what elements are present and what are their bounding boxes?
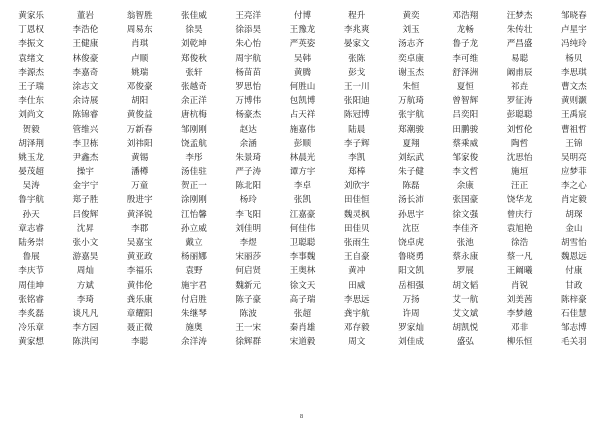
name-cell: 黄锡 bbox=[131, 152, 149, 163]
name-cell: 严昌盛 bbox=[506, 39, 533, 50]
name-cell: 曾庆行 bbox=[506, 209, 533, 220]
name-cell: 宋道毅 bbox=[289, 337, 316, 348]
name-cell: 谈凡凡 bbox=[72, 308, 99, 319]
name-cell: 徐添昊 bbox=[235, 25, 262, 36]
name-cell: 陈北阳 bbox=[235, 181, 262, 192]
name-cell: 张池 bbox=[456, 238, 474, 248]
name-cell: 李之心 bbox=[560, 181, 587, 192]
name-cell: 李卫栋 bbox=[72, 138, 99, 149]
name-cell: 秦肖雄 bbox=[289, 323, 316, 334]
name-cell: 占天祥 bbox=[289, 110, 316, 121]
name-cell: 王亮洋 bbox=[235, 11, 262, 21]
name-cell: 陈磊 bbox=[402, 181, 420, 192]
name-cell: 鲁晓勇 bbox=[398, 252, 424, 263]
name-cell: 施奥 bbox=[185, 323, 203, 334]
name-cell: 潘樽 bbox=[131, 167, 149, 178]
name-cell: 王奥林 bbox=[289, 266, 316, 277]
name-cell: 王一川 bbox=[343, 81, 370, 92]
name-cell: 贺正一 bbox=[181, 181, 207, 192]
name-cell: 吴涛 bbox=[22, 181, 40, 192]
name-cell: 黄奕 bbox=[402, 11, 420, 21]
name-cell: 刘尚文 bbox=[18, 110, 45, 121]
name-cell: 徐昊 bbox=[185, 25, 203, 36]
name-cell: 袁绪文 bbox=[18, 53, 45, 64]
name-cell: 陈子豪 bbox=[235, 294, 262, 305]
name-cell: 彭顺 bbox=[293, 138, 312, 149]
name-cell: 李嘉奇 bbox=[72, 67, 99, 78]
name-cell: 刘玉 bbox=[402, 25, 420, 36]
name-cell: 刘祎阳 bbox=[126, 138, 153, 149]
name-cell: 包凯博 bbox=[289, 96, 316, 107]
name-cell: 徐辉群 bbox=[235, 337, 262, 348]
name-cell: 胡阳 bbox=[131, 96, 149, 107]
name-cell: 宋丽莎 bbox=[235, 252, 262, 263]
name-cell: 李源杰 bbox=[18, 67, 45, 78]
name-cell: 杨玲 bbox=[239, 195, 257, 206]
name-cell: 陶哲 bbox=[510, 138, 529, 149]
name-cell: 应梦菲 bbox=[560, 167, 587, 178]
name-cell: 李佳齐 bbox=[452, 223, 479, 234]
name-cell: 游嘉昊 bbox=[72, 252, 99, 263]
name-cell: 张凯 bbox=[293, 195, 312, 206]
name-cell: 盛弘 bbox=[456, 337, 474, 348]
name-cell: 陈洪闰 bbox=[72, 337, 99, 348]
name-cell: 管维兴 bbox=[72, 124, 99, 135]
name-cell: 王锦 bbox=[565, 138, 583, 149]
name-cell: 朱心怡 bbox=[235, 39, 262, 50]
name-cell: 罗家灿 bbox=[398, 323, 424, 334]
name-cell: 李思远 bbox=[343, 294, 370, 305]
name-cell: 万博伟 bbox=[235, 96, 262, 107]
name-cell: 张小文 bbox=[72, 238, 99, 248]
name-cell: 李琦 bbox=[76, 294, 94, 305]
name-cell: 徐文强 bbox=[452, 209, 479, 220]
name-cell: 黄则灏 bbox=[560, 96, 587, 107]
name-cell: 王豫龙 bbox=[289, 25, 316, 36]
name-cell: 李兆爽 bbox=[343, 25, 370, 36]
name-cell: 罗征涛 bbox=[506, 96, 533, 107]
name-cell: 严英姿 bbox=[289, 39, 316, 50]
name-cell: 汤佳驻 bbox=[181, 167, 207, 178]
name-cell: 李思琪 bbox=[560, 67, 587, 78]
name-cell: 李方园 bbox=[72, 323, 99, 334]
name-cell: 甘政 bbox=[565, 280, 583, 291]
name-cell: 翁智胜 bbox=[126, 11, 153, 21]
name-cell: 曾智辉 bbox=[452, 96, 479, 107]
name-cell: 田鹏骏 bbox=[452, 124, 479, 135]
name-cell: 汤长沛 bbox=[398, 195, 424, 206]
name-cell: 刘欣宇 bbox=[343, 181, 370, 192]
name-cell: 张雨生 bbox=[343, 238, 370, 248]
name-cell: 田佳贝 bbox=[343, 223, 370, 234]
name-cell: 王自豪 bbox=[343, 252, 370, 263]
name-cell: 邓浩翔 bbox=[452, 11, 479, 21]
name-cell: 陆晨 bbox=[348, 124, 366, 135]
name-cell: 卢星宇 bbox=[560, 25, 587, 36]
name-cell: 魏恩远 bbox=[560, 252, 587, 263]
name-cell: 杨丽娜 bbox=[181, 252, 207, 263]
name-cell: 赵达 bbox=[239, 124, 257, 135]
name-cell: 殷进宇 bbox=[126, 195, 153, 206]
name-cell: 戴立 bbox=[185, 238, 203, 248]
name-cell: 李子辉 bbox=[343, 138, 370, 149]
name-cell: 孙天 bbox=[22, 209, 40, 220]
name-cell: 李振文 bbox=[18, 39, 45, 50]
name-cell: 孙思宇 bbox=[398, 209, 424, 220]
name-cell: 孙立威 bbox=[181, 223, 207, 234]
name-cell: 肖定毅 bbox=[560, 195, 587, 206]
name-cell: 邹刚刚 bbox=[181, 124, 207, 135]
name-cell: 肖琪 bbox=[131, 39, 149, 50]
name-cell: 肖锐 bbox=[510, 280, 529, 291]
name-cell: 祁垚 bbox=[510, 81, 529, 92]
name-cell: 陈冠博 bbox=[343, 110, 370, 121]
name-cell: 吴韩 bbox=[293, 53, 312, 64]
name-cell: 邓非 bbox=[510, 323, 529, 334]
name-cell: 胡文韬 bbox=[452, 280, 479, 291]
name-grid bbox=[4, 9, 601, 350]
name-cell: 冯纯玲 bbox=[560, 39, 587, 50]
name-cell: 胡雪怡 bbox=[560, 238, 587, 248]
name-cell: 罗思怡 bbox=[235, 81, 262, 92]
name-cell: 张超 bbox=[293, 308, 312, 319]
name-cell: 方斌 bbox=[76, 280, 94, 291]
name-cell: 姚瑞 bbox=[131, 67, 149, 78]
name-cell: 万扬 bbox=[402, 294, 420, 305]
name-cell: 王健康 bbox=[72, 39, 99, 50]
name-cell: 柳乐恒 bbox=[506, 337, 533, 348]
name-cell: 刘佳成 bbox=[398, 337, 424, 348]
name-cell: 吴明亮 bbox=[560, 152, 587, 163]
name-cell: 朱传壮 bbox=[506, 25, 533, 36]
name-cell: 董岩 bbox=[76, 11, 94, 21]
name-cell: 李煜 bbox=[239, 238, 257, 248]
name-cell: 舒泽洲 bbox=[452, 67, 479, 78]
name-cell: 丁恩权 bbox=[18, 25, 45, 36]
name-cell: 朱恒 bbox=[402, 81, 420, 92]
name-cell: 沈思怡 bbox=[506, 152, 533, 163]
name-cell: 李聪 bbox=[131, 337, 149, 348]
name-cell: 龚乐康 bbox=[126, 294, 153, 305]
name-cell: 杨豪杰 bbox=[235, 110, 262, 121]
name-cell: 陈梓豪 bbox=[560, 294, 587, 305]
name-cell: 林晨光 bbox=[289, 152, 316, 163]
name-cell: 张阳迪 bbox=[343, 96, 370, 107]
name-cell: 邹志博 bbox=[560, 323, 587, 334]
name-cell: 余涵 bbox=[239, 138, 257, 149]
name-cell: 汤志齐 bbox=[398, 39, 424, 50]
name-cell: 奕卓康 bbox=[398, 53, 424, 64]
name-cell: 黄俊益 bbox=[126, 110, 153, 121]
name-cell: 沈昇 bbox=[76, 223, 94, 234]
name-cell: 周文 bbox=[348, 337, 366, 348]
name-cell: 胡凯悦 bbox=[452, 323, 479, 334]
name-cell: 周灿 bbox=[76, 266, 94, 277]
name-cell: 吕俊辉 bbox=[72, 209, 99, 220]
name-cell: 周佳坤 bbox=[18, 280, 45, 291]
name-cell: 杨苗苗 bbox=[235, 67, 262, 78]
name-cell: 李卓 bbox=[293, 181, 312, 192]
name-cell: 章耀阳 bbox=[126, 308, 153, 319]
name-cell: 艾一航 bbox=[452, 294, 479, 305]
name-cell: 陈锦睿 bbox=[72, 110, 99, 121]
name-cell: 许周 bbox=[402, 308, 420, 319]
name-cell: 邹家俊 bbox=[452, 152, 479, 163]
name-cell: 李文哲 bbox=[452, 167, 479, 178]
name-cell: 操宇 bbox=[76, 167, 94, 178]
name-cell: 龙畅 bbox=[456, 25, 474, 36]
name-cell: 涂刚刚 bbox=[181, 195, 207, 206]
name-cell: 施垣 bbox=[510, 167, 529, 178]
name-cell: 林俊豪 bbox=[72, 53, 99, 64]
name-cell: 付启胜 bbox=[181, 294, 207, 305]
name-cell: 高子瑞 bbox=[289, 294, 316, 305]
name-cell: 邓存毅 bbox=[343, 323, 370, 334]
name-cell: 毛关羽 bbox=[560, 337, 587, 348]
name-cell: 王一宋 bbox=[235, 323, 262, 334]
name-cell: 周宇航 bbox=[235, 53, 262, 64]
name-cell: 蔡乘威 bbox=[452, 138, 479, 149]
name-cell: 李凯 bbox=[348, 152, 366, 163]
name-cell: 余诗展 bbox=[72, 96, 99, 107]
name-cell: 谢玉杰 bbox=[398, 67, 424, 78]
name-cell: 岳相强 bbox=[398, 280, 424, 291]
name-cell: 张宇航 bbox=[398, 110, 424, 121]
name-cell: 田威 bbox=[348, 280, 366, 291]
name-cell: 付康 bbox=[565, 266, 583, 277]
name-cell: 李事魏 bbox=[289, 252, 316, 263]
name-cell: 杨贝 bbox=[565, 53, 583, 64]
name-cell: 余洋涛 bbox=[181, 337, 207, 348]
name-cell: 郑俊秋 bbox=[181, 53, 207, 64]
name-cell: 郑潮骏 bbox=[398, 124, 424, 135]
name-cell: 付博 bbox=[293, 11, 312, 21]
name-cell: 江嘉豪 bbox=[289, 209, 316, 220]
name-cell: 阚甫辰 bbox=[506, 67, 533, 78]
name-cell: 吕奕阳 bbox=[452, 110, 479, 121]
name-cell: 鲁子龙 bbox=[452, 39, 479, 50]
name-cell: 卢顺 bbox=[131, 53, 149, 64]
name-cell: 黄泽锐 bbox=[126, 209, 153, 220]
name-cell: 卫聪聪 bbox=[289, 238, 316, 248]
name-cell: 邹晓春 bbox=[560, 11, 587, 21]
name-cell: 金山 bbox=[565, 223, 583, 234]
name-cell: 易聪 bbox=[510, 53, 529, 64]
name-cell: 饶华龙 bbox=[506, 195, 533, 206]
name-cell: 汪正 bbox=[510, 181, 529, 192]
name-cell: 袁旭艳 bbox=[506, 223, 533, 234]
name-cell: 李可维 bbox=[452, 53, 479, 64]
name-cell: 汪梦杰 bbox=[506, 11, 533, 21]
name-cell: 黄伟伦 bbox=[126, 280, 153, 291]
name-cell: 蔡永康 bbox=[452, 252, 479, 263]
name-cell: 饶孟航 bbox=[181, 138, 207, 149]
name-cell: 艾文斌 bbox=[452, 308, 479, 319]
name-cell: 冷乐章 bbox=[18, 323, 45, 334]
name-cell: 张国豪 bbox=[452, 195, 479, 206]
name-cell: 刘纭武 bbox=[398, 152, 424, 163]
name-cell: 余正洋 bbox=[181, 96, 207, 107]
name-cell: 朱景琦 bbox=[235, 152, 262, 163]
name-cell: 张越奇 bbox=[181, 81, 207, 92]
name-cell: 黄家想 bbox=[18, 337, 45, 348]
name-cell: 万航琦 bbox=[398, 96, 424, 107]
name-cell: 谭方宇 bbox=[289, 167, 316, 178]
name-cell: 李浩伦 bbox=[72, 25, 99, 36]
name-cell: 章志睿 bbox=[18, 223, 45, 234]
name-cell: 郑棒 bbox=[348, 167, 366, 178]
name-cell: 万童 bbox=[131, 181, 149, 192]
name-cell: 罗展 bbox=[456, 266, 474, 277]
name-cell: 张陈 bbox=[348, 53, 366, 64]
name-cell: 李炙磊 bbox=[18, 308, 45, 319]
name-cell: 刘美茜 bbox=[506, 294, 533, 305]
name-cell: 施宇君 bbox=[181, 280, 207, 291]
name-cell: 何佳伟 bbox=[289, 223, 316, 234]
name-cell: 施嘉伟 bbox=[289, 124, 316, 135]
name-cell: 王子瑞 bbox=[18, 81, 45, 92]
name-cell: 姚玉龙 bbox=[18, 152, 45, 163]
name-cell: 曹祖哲 bbox=[560, 124, 587, 135]
name-cell: 吴嘉宝 bbox=[126, 238, 153, 248]
name-cell: 刘乾坤 bbox=[181, 39, 207, 50]
name-cell: 李彤 bbox=[185, 152, 203, 163]
name-cell: 张铭睿 bbox=[18, 294, 45, 305]
name-cell: 晏家文 bbox=[343, 39, 370, 50]
name-cell: 尹鑫杰 bbox=[72, 152, 99, 163]
name-cell: 彭聪聪 bbox=[506, 110, 533, 121]
name-cell: 朱继琴 bbox=[181, 308, 207, 319]
name-cell: 鲁展 bbox=[22, 252, 40, 263]
name-cell: 陆务崇 bbox=[18, 238, 45, 248]
name-cell: 刘哲伦 bbox=[506, 124, 533, 135]
name-cell: 晏茂超 bbox=[18, 167, 45, 178]
name-cell: 严子涛 bbox=[235, 167, 262, 178]
name-cell: 刘佳明 bbox=[235, 223, 262, 234]
name-cell: 何启贤 bbox=[235, 266, 262, 277]
name-cell: 田佳恒 bbox=[343, 195, 370, 206]
name-cell: 胡琛 bbox=[565, 209, 583, 220]
page-number: 8 bbox=[299, 414, 304, 420]
name-cell: 王禹宸 bbox=[560, 110, 587, 121]
name-cell: 饶卓虎 bbox=[398, 238, 424, 248]
name-cell: 魏新元 bbox=[235, 280, 262, 291]
name-cell: 程升 bbox=[348, 11, 366, 21]
name-cell: 夏翔 bbox=[402, 138, 420, 149]
name-cell: 江怡馨 bbox=[181, 209, 207, 220]
name-cell: 沈臣 bbox=[402, 223, 420, 234]
name-cell: 石佳慧 bbox=[560, 308, 587, 319]
name-cell: 金宇宁 bbox=[72, 181, 99, 192]
name-cell: 蔡一凡 bbox=[506, 252, 533, 263]
name-cell: 黄亚政 bbox=[126, 252, 153, 263]
name-cell: 王阚曦 bbox=[506, 266, 533, 277]
name-cell: 曹文杰 bbox=[560, 81, 587, 92]
name-cell: 龚宇航 bbox=[343, 308, 370, 319]
name-cell: 涂志文 bbox=[72, 81, 99, 92]
name-cell: 黄冲 bbox=[348, 266, 366, 277]
name-cell: 徐文天 bbox=[289, 280, 316, 291]
name-cell: 鲁宇航 bbox=[18, 195, 45, 206]
name-cell: 徐浩 bbox=[510, 238, 529, 248]
name-cell: 魏灵枫 bbox=[343, 209, 370, 220]
name-cell: 李庆节 bbox=[18, 266, 45, 277]
name-cell: 夏恒 bbox=[456, 81, 474, 92]
name-cell: 袁野 bbox=[185, 266, 203, 277]
name-cell: 郑子胜 bbox=[72, 195, 99, 206]
name-cell: 陈波 bbox=[239, 308, 257, 319]
name-cell: 周易东 bbox=[126, 25, 153, 36]
name-cell: 唐杭梅 bbox=[181, 110, 207, 121]
name-cell: 李郡 bbox=[131, 223, 149, 234]
name-cell: 贺毅 bbox=[22, 124, 40, 135]
name-cell: 胡泽荆 bbox=[18, 138, 45, 149]
name-cell: 李梦越 bbox=[506, 308, 533, 319]
name-cell: 朱子健 bbox=[398, 167, 424, 178]
name-cell: 张佳威 bbox=[181, 11, 207, 21]
name-cell: 李飞阳 bbox=[235, 209, 262, 220]
name-cell: 阳文凯 bbox=[398, 266, 424, 277]
name-cell: 彭戈 bbox=[348, 67, 366, 78]
name-cell: 李仕东 bbox=[18, 96, 45, 107]
name-cell: 万新春 bbox=[126, 124, 153, 135]
name-cell: 黄腾 bbox=[293, 67, 312, 78]
name-cell: 何胜山 bbox=[289, 81, 316, 92]
name-cell: 李福乐 bbox=[126, 266, 153, 277]
name-cell: 余康 bbox=[456, 181, 474, 192]
name-cell: 黄家乐 bbox=[18, 11, 45, 21]
name-cell: 聂正微 bbox=[126, 323, 153, 334]
name-cell: 邓俊豪 bbox=[126, 81, 153, 92]
name-cell: 张轩 bbox=[185, 67, 203, 78]
